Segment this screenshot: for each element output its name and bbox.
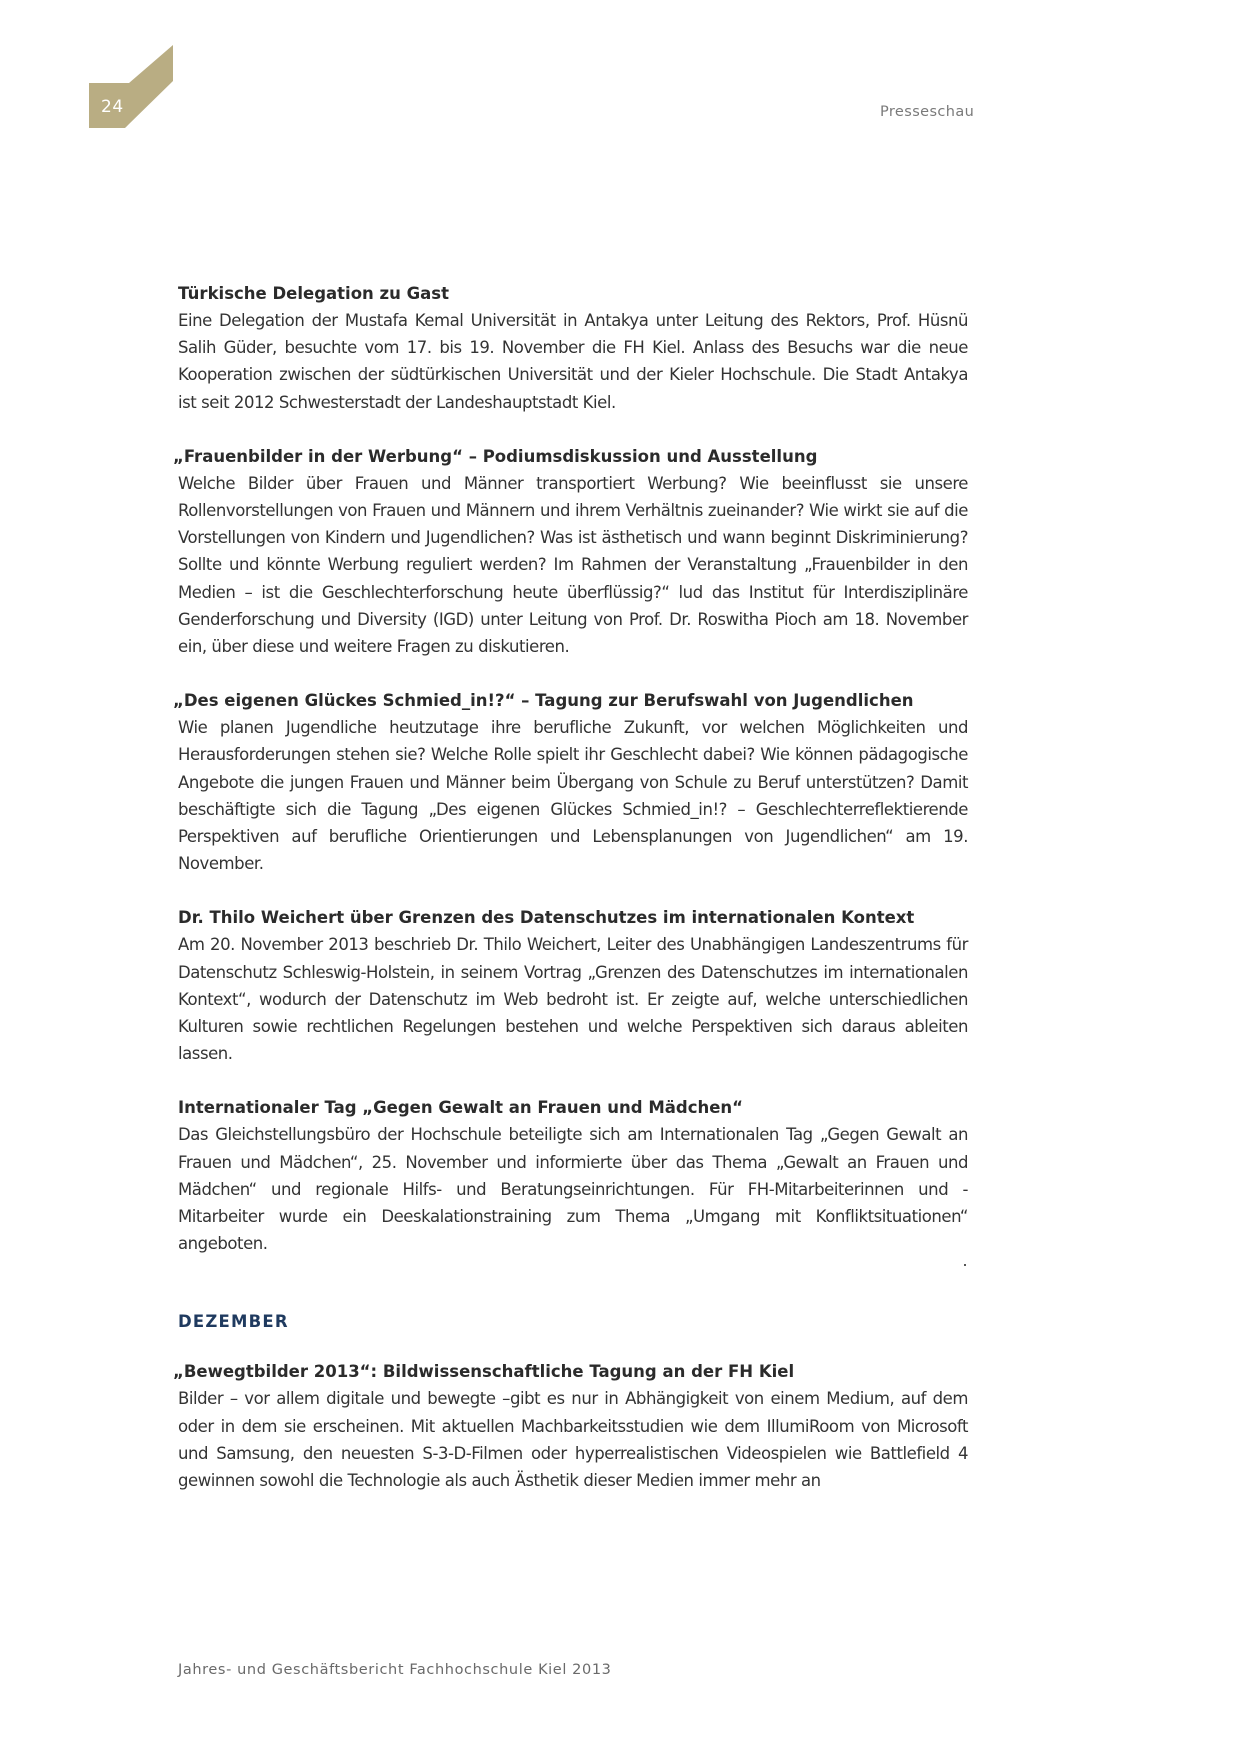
article-bewegtbilder [173,1358,968,1494]
article-body: Welche Bilder über Frauen und Männer transportiert Werbung? Wie beeinflusst sie unsere Rollenvorstellungen von Frauen und Männern und ihrem Verhältnis zueinander? Wie wirkt sie auf die Vorstellungen von Kindern und Jugendlichen? Was ist ästhetisch und wann beginnt Diskriminierung? Sollte und könnte Werbung reguliert werden? Im Rahmen der Veranstaltung „Frauenbilder in den Medien – ist die Geschlechterforschung heute überflüssig?“ lud das Institut für Interdisziplinäre Genderforschung und Diversity (IGD) unter Leitung von Prof. Dr. Roswitha Pioch am 18. November ein, über diese und weitere Fragen zu diskutieren. [178,473,968,657]
stray-dot [964,1264,966,1266]
article-title: Internationaler Tag „Gegen Gewalt an Frauen und Mädchen“ [178,1098,744,1118]
month-heading: DEZEMBER [178,1312,289,1332]
page-number: 24 [101,97,124,117]
article-body: Am 20. November 2013 beschrieb Dr. Thilo Weichert, Leiter des Unabhängigen Landeszentrums für Datenschutz Schleswig-Holstein, in seinem Vortrag „Grenzen des Datenschutzes im internationalen Kontext“, wodurch der Datenschutz im Web bedroht ist. Er zeigte auf, welche unterschiedlichen Kulturen sowie rechtlichen Regelungen bestehen und welche Perspektiven sich daraus ableiten lassen. [178,935,968,1064]
article-title: Dr. Thilo Weichert über Grenzen des Datenschutzes im internationalen Kontext [178,908,915,928]
article-title: „Frauenbilder in der Werbung“ – Podiumsdiskussion und Ausstellung [173,446,818,466]
article-body: Eine Delegation der Mustafa Kemal Universität in Antakya unter Leitung des Rektors, Prof. Hüsnü Salih Güder, besuchte vom 17. bis 19. November die FH Kiel. Anlass des Besuchs war die neue Kooperation zwischen der südtürkischen Universität und der Kieler Hochschule. Die Stadt Antakya ist seit 2012 Schwesterstadt der Landeshauptstadt Kiel. [178,311,968,412]
article-berufswahl [173,687,968,877]
article-frauenbilder [173,443,968,660]
article-datenschutz [178,904,968,1067]
page-footer: Jahres- und Geschäftsbericht Fachhochschule Kiel 2013 [178,1662,612,1678]
main-content [173,280,968,1494]
article-body: Wie planen Jugendliche heutzutage ihre berufliche Zukunft, vor welchen Möglichkeiten und Herausforderungen stehen sie? Welche Rolle spielt ihr Geschlecht dabei? Wie können pädagogische Angebote die jungen Frauen und Männer beim Übergang von Schule zu Beruf unterstützen? Damit beschäftigte sich die Tagung „Des eigenen Glückes Schmied_in!? – Geschlechterreflektierende Perspektiven auf berufliche Orientierungen und Lebensplanungen von Jugendlichen“ am 19. November. [178,718,968,874]
article-gewalt [178,1094,968,1257]
running-header: Presseschau [880,104,975,120]
article-body: Das Gleichstellungsbüro der Hochschule beteiligte sich am Internationalen Tag „Gegen Gewalt an Frauen und Mädchen“, 25. November und informierte über das Thema „Gewalt an Frauen und Mädchen“ und regionale Hilfs- und Beratungseinrichtungen. Für FH-Mitarbeiterinnen und -Mitarbeiter wurde ein Deeskalationstraining zum Thema „Umgang mit Konfliktsituationen“ angeboten. [178,1125,968,1254]
article-title: Türkische Delegation zu Gast [178,284,450,303]
article-title: „Des eigenen Glückes Schmied_in!?“ – Tagung zur Berufswahl von Jugendlichen [173,691,914,711]
article-title: „Bewegtbilder 2013“: Bildwissenschaftliche Tagung an der FH Kiel [173,1362,795,1382]
article-body: Bilder – vor allem digitale und bewegte –gibt es nur in Abhängigkeit von einem Medium, auf dem oder in dem sie erscheinen. Mit aktuellen Machbarkeitsstudien wie dem IllumiRoom von Microsoft und Samsung, den neuesten S-3-D-Filmen oder hyperrealistischen Videospielen wie Battlefield 4 gewinnen sowohl die Technologie als auch Ästhetik dieser Medien immer mehr an [178,1389,968,1491]
article-turkish-delegation [178,280,968,416]
